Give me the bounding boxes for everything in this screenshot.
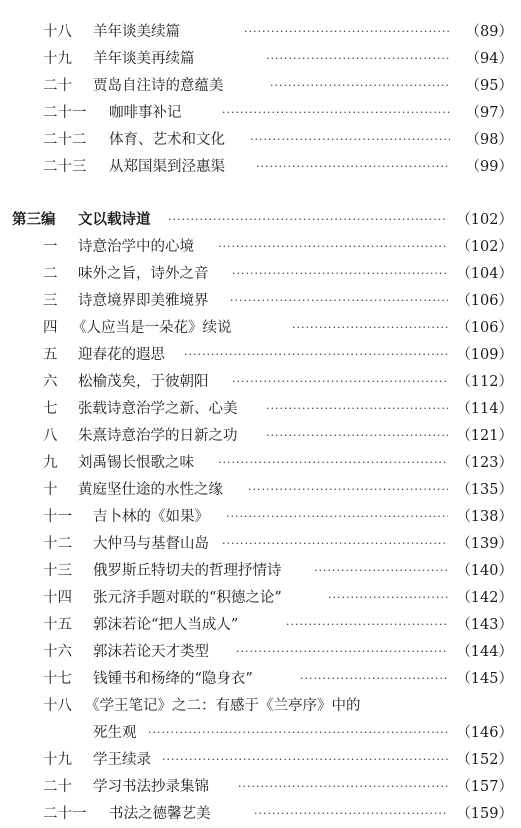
leader-dots: [230, 288, 448, 314]
toc-entry: [0, 234, 521, 260]
toc-entry: [0, 531, 521, 557]
leader-dots: [250, 127, 450, 153]
toc-entry: [0, 450, 521, 476]
entry-title: 从郑国渠到泾惠渠: [109, 159, 225, 175]
entry-page: （140）: [456, 563, 513, 579]
entry-title: 书法之德馨艺美: [109, 806, 211, 822]
entry-title: 羊年谈美续篇: [93, 24, 180, 40]
leader-dots: [226, 504, 448, 530]
entry-page: （95）: [465, 78, 513, 94]
toc-entry: [0, 261, 521, 287]
entry-title: 大仲马与基督山岛: [93, 536, 209, 552]
leader-dots: [232, 369, 448, 395]
leader-dots: [244, 19, 450, 45]
leader-dots: [222, 100, 450, 126]
toc-entry: [0, 612, 521, 638]
entry-title: 学王续录: [93, 752, 151, 768]
entry-page: （97）: [465, 105, 513, 121]
entry-page: （94）: [465, 51, 513, 67]
entry-page: （152）: [456, 752, 513, 768]
entry-number: 七: [43, 401, 58, 417]
entry-title: 朱熹诗意治学的日新之功: [78, 428, 238, 444]
leader-dots: [266, 423, 448, 449]
entry-number: 二十三: [43, 159, 87, 175]
entry-page: （135）: [456, 482, 513, 498]
entry-page: （114）: [456, 401, 513, 417]
entry-title: 咖啡事补记: [109, 105, 182, 121]
leader-dots: [256, 154, 450, 180]
entry-title: 学习书法抄录集锦: [93, 779, 209, 795]
toc-entry: [0, 369, 521, 395]
toc-entry-continuation: [0, 720, 521, 746]
leader-dots: [162, 747, 448, 773]
entry-number: 十: [43, 482, 58, 498]
entry-number: 十七: [43, 671, 72, 687]
entry-title: 黄庭坚仕途的水性之缘: [78, 482, 223, 498]
entry-title: 刘禹锡长恨歌之味: [78, 455, 194, 471]
toc-entry: [0, 100, 521, 126]
entry-page: （102）: [456, 239, 513, 255]
leader-dots: [254, 801, 448, 827]
entry-title: 吉卜林的《如果》: [93, 509, 209, 525]
toc-entry: [0, 774, 521, 800]
section-number: 第三编: [12, 211, 56, 228]
entry-title: 死生观: [93, 725, 137, 741]
leader-dots: [270, 73, 450, 99]
entry-page: （145）: [456, 671, 513, 687]
entry-title: 郭沫若论天才类型: [93, 644, 209, 660]
entry-page: （146）: [456, 725, 513, 741]
entry-title: 体育、艺术和文化: [109, 132, 225, 148]
entry-number: 三: [43, 293, 58, 309]
section-title: 文以载诗道: [78, 211, 151, 228]
toc-entry: [0, 342, 521, 368]
entry-number: 二十: [43, 779, 72, 795]
leader-dots: [328, 585, 448, 611]
toc-entry: [0, 639, 521, 665]
toc-entry: [0, 19, 521, 45]
toc-entry: [0, 558, 521, 584]
entry-page: （104）: [456, 266, 513, 282]
entry-page: （121）: [456, 428, 513, 444]
entry-page: （142）: [456, 590, 513, 606]
entry-number: 十一: [43, 509, 72, 525]
entry-title: 郭沫若论“把人当成人”: [93, 617, 239, 633]
entry-title: 《学王笔记》之二：有感于《兰亭序》中的: [85, 698, 361, 714]
leader-dots: [314, 558, 448, 584]
entry-number: 十二: [43, 536, 72, 552]
leader-dots: [266, 396, 448, 422]
toc-entry: [0, 504, 521, 530]
entry-number: 十九: [43, 51, 72, 67]
entry-page: （112）: [456, 374, 513, 390]
leader-dots: [218, 234, 448, 260]
entry-number: 十九: [43, 752, 72, 768]
toc-entry: [0, 801, 521, 827]
toc-entry: [0, 477, 521, 503]
entry-title: 诗意境界即美雅境界: [78, 293, 209, 309]
leader-dots: [286, 612, 448, 638]
leader-dots: [292, 315, 448, 341]
entry-number: 二十一: [43, 105, 87, 121]
entry-number: 二: [43, 266, 58, 282]
entry-page: （139）: [456, 536, 513, 552]
entry-title: 俄罗斯丘特切夫的哲理抒情诗: [93, 563, 282, 579]
entry-number: 五: [43, 347, 58, 363]
entry-number: 十三: [43, 563, 72, 579]
leader-dots: [300, 666, 448, 692]
entry-title: 松榆茂矣，于彼朝阳: [78, 374, 209, 390]
section-page: （102）: [456, 212, 513, 228]
toc-entry: [0, 288, 521, 314]
leader-dots: [236, 639, 448, 665]
entry-page: （144）: [456, 644, 513, 660]
entry-page: （159）: [456, 806, 513, 822]
entry-number: 十八: [43, 698, 72, 714]
toc-entry: [0, 154, 521, 180]
entry-page: （99）: [465, 159, 513, 175]
entry-title: 诗意治学中的心境: [78, 239, 194, 255]
entry-page: （98）: [465, 132, 513, 148]
toc-entry: [0, 747, 521, 773]
entry-page: （106）: [456, 293, 513, 309]
entry-number: 六: [43, 374, 58, 390]
entry-number: 十五: [43, 617, 72, 633]
entry-title: 迎春花的遐思: [78, 347, 165, 363]
leader-dots: [266, 46, 450, 72]
leader-dots: [248, 477, 448, 503]
leader-dots: [222, 531, 448, 557]
entry-number: 九: [43, 455, 58, 471]
toc-entry: [0, 127, 521, 153]
entry-page: （109）: [456, 347, 513, 363]
entry-number: 八: [43, 428, 58, 444]
entry-number: 四: [43, 320, 58, 336]
leader-dots: [184, 342, 448, 368]
section-heading: [0, 207, 521, 233]
leader-dots: [168, 207, 448, 233]
leader-dots: [218, 450, 448, 476]
entry-title: 钱锺书和杨绛的“隐身衣”: [93, 671, 253, 687]
toc-entry: [0, 396, 521, 422]
toc-entry: [0, 585, 521, 611]
toc-entry: [0, 46, 521, 72]
entry-title: 贾岛自注诗的意蕴美: [93, 78, 224, 94]
entry-number: 一: [43, 239, 58, 255]
toc-entry: [0, 73, 521, 99]
entry-number: 二十: [43, 78, 72, 94]
toc-entry: [0, 693, 521, 719]
entry-title: 羊年谈美再续篇: [93, 51, 195, 67]
toc-entry: [0, 423, 521, 449]
entry-number: 十八: [43, 24, 72, 40]
leader-dots: [232, 261, 448, 287]
toc-entry: [0, 666, 521, 692]
entry-page: （143）: [456, 617, 513, 633]
entry-number: 二十二: [43, 132, 87, 148]
entry-page: （123）: [456, 455, 513, 471]
entry-number: 二十一: [43, 806, 87, 822]
entry-title: 《人应当是一朵花》续说: [72, 320, 232, 336]
leader-dots: [148, 720, 448, 746]
entry-page: （106）: [456, 320, 513, 336]
entry-page: （138）: [456, 509, 513, 525]
leader-dots: [238, 774, 448, 800]
entry-page: （89）: [465, 24, 513, 40]
entry-title: 张元济手题对联的“积德之论”: [93, 590, 282, 606]
entry-number: 十四: [43, 590, 72, 606]
toc-entry: [0, 315, 521, 341]
entry-number: 十六: [43, 644, 72, 660]
entry-title: 张载诗意治学之新、心美: [78, 401, 238, 417]
entry-title: 味外之旨，诗外之音: [78, 266, 209, 282]
entry-page: （157）: [456, 779, 513, 795]
